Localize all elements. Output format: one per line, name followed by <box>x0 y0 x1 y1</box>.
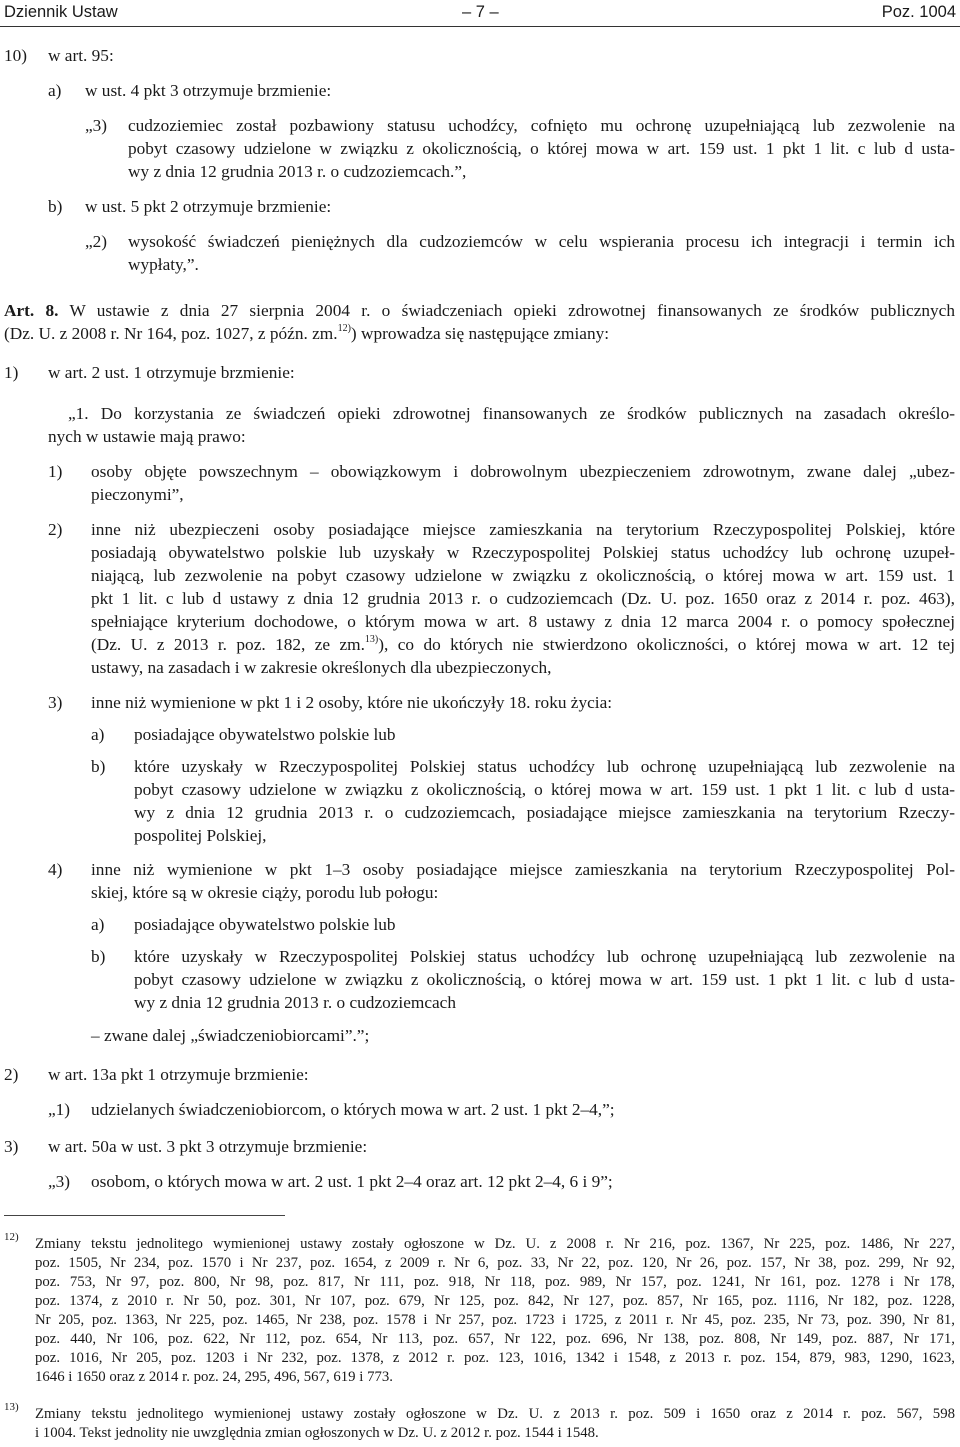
footnote-separator <box>4 1215 285 1216</box>
list-line: skiej, które są w okresie ciąży, porodu lub połogu: <box>91 883 439 902</box>
subitem-text: w ust. 5 pkt 2 otrzymuje brzmienie: <box>85 197 332 216</box>
footnote-line: i 1004. Tekst jednolity nie uwzględnia zmian ogłoszonych w Dz. U. z 2012 r. poz. 1544 i 1548. <box>35 1425 599 1441</box>
sublist-letter: b) <box>91 757 106 776</box>
quote-line: wypłaty,”. <box>128 255 199 274</box>
list-line: osoby objęte powszechnym – obowiązkowym i dobrowolnym ubezpieczeniem zdrowotnym, zwane dalej „ubez- <box>91 462 955 481</box>
quote-line: nych w ustawie mają prawo: <box>48 427 246 446</box>
quote-line: pobyt czasowy udzielone w związku z okolicznością, o której mowa w art. 159 ust. 1 pkt 1 lit. c lub d usta- <box>128 139 955 158</box>
article-text: ) wprowadza się następujące zmiany: <box>350 324 610 343</box>
footnote-line: poz. 1505, Nr 234, poz. 1570 i Nr 237, poz. 1654, z 2009 r. Nr 6, poz. 33, Nr 22, poz. 120, Nr 26, poz. 157, Nr 38, poz. 299, Nr 92, <box>35 1255 955 1271</box>
footnote-line: Zmiany tekstu jednolitego wymienionej ustawy zostały ogłoszone w Dz. U. z 2008 r. Nr 216, poz. 1367, Nr 225, poz. 1486, Nr 227, <box>35 1236 955 1252</box>
position-number: Poz. 1004 <box>881 3 956 21</box>
article-text: (Dz. U. z 2008 r. Nr 164, poz. 1027, z późn. zm. <box>4 324 338 343</box>
page-header <box>0 0 960 26</box>
sublist-line: wy z dnia 12 grudnia 2013 r. o cudzoziemcach, posiadające miejsce zamieszkania na terytorium Rzeczy- <box>134 803 955 822</box>
sublist-line: pobyt czasowy udzielone w związku z okolicznością, o której mowa w art. 159 ust. 1 pkt 1 lit. c lub d usta- <box>134 780 955 799</box>
list-line: spełniające kryterium dochodowe, o którym mowa w art. 8 ustawy z dnia 12 marca 2004 r. o pomocy społecznej <box>91 612 955 631</box>
list-text: ), co do których nie stwierdzono okoliczności, o której mowa w art. 12 tej <box>378 635 956 654</box>
quote-line: wy z dnia 12 grudnia 2013 r. o cudzoziemcach.”, <box>128 162 467 181</box>
footnote-line: 1646 i 1650 oraz z 2014 r. poz. 24, 295, 496, 567, 619 i 773. <box>35 1369 393 1385</box>
header-rule <box>0 26 960 27</box>
list-line: pkt 1 lit. c lub d ustawy z dnia 12 grudnia 2013 r. o cudzoziemcach (Dz. U. poz. 1650 oraz z 2014 r. poz. 463), <box>91 589 955 608</box>
footnote-line: Zmiany tekstu jednolitego wymienionej ustawy zostały ogłoszone w Dz. U. z 2013 r. poz. 509 i 1650 oraz z 2014 r. poz. 567, 598 <box>35 1406 955 1422</box>
item-text: w art. 95: <box>48 46 114 65</box>
subitem-letter: b) <box>48 197 63 216</box>
quote-number: „2) <box>85 232 108 251</box>
footnote-ref: 13) <box>364 634 379 646</box>
page-number: – 7 – <box>462 3 499 21</box>
quote-number: „3) <box>85 116 108 135</box>
list-line: inne niż wymienione w pkt 1–3 osoby posiadające miejsce zamieszkania na terytorium Rzeczypospolitej Pol- <box>91 860 955 879</box>
sublist-letter: b) <box>91 947 106 966</box>
sublist-line: posiadające obywatelstwo polskie lub <box>134 915 396 934</box>
footnote-line: poz. 1374, z 2010 r. Nr 50, poz. 301, Nr 107, poz. 679, Nr 125, poz. 842, Nr 127, poz. 857, Nr 165, poz. 1116, Nr 182, poz. 1228, <box>35 1293 955 1309</box>
quote-number: „1) <box>48 1100 71 1119</box>
quote-number: „3) <box>48 1172 71 1191</box>
item-number: 10) <box>4 46 28 65</box>
list-line <box>91 634 955 657</box>
article-text: W ustawie z dnia 27 sierpnia 2004 r. o świadczeniach opieki zdrowotnej finansowanych ze środków publicznych <box>69 301 955 320</box>
footnote-line: poz. 1016, Nr 205, poz. 1203 i Nr 232, poz. 1378, z 2012 r. poz. 123, 1016, 1342 i 1548, z 2013 r. poz. 154, 879, 983, 1290, 1623, <box>35 1350 955 1366</box>
sublist-line: które uzyskały w Rzeczypospolitej Polskiej status uchodźcy lub ochronę uzupełniającą lub zezwolenie na <box>134 947 955 966</box>
subitem-text: w ust. 4 pkt 3 otrzymuje brzmienie: <box>85 81 332 100</box>
item-text: w art. 2 ust. 1 otrzymuje brzmienie: <box>48 363 295 382</box>
article-line <box>4 323 609 346</box>
article-line <box>4 300 955 323</box>
sublist-line: pospolitej Polskiej, <box>134 826 267 845</box>
quote-line: udzielanych świadczeniobiorcom, o których mowa w art. 2 ust. 1 pkt 2–4,”; <box>91 1100 615 1119</box>
item-text: w art. 13a pkt 1 otrzymuje brzmienie: <box>48 1065 309 1084</box>
list-number: 3) <box>48 693 63 712</box>
list-line: pieczonymi”, <box>91 485 184 504</box>
quote-line: „1. Do korzystania ze świadczeń opieki zdrowotnej finansowanych ze środków publicznych na zasadach określo- <box>68 404 955 423</box>
footnote-number: 13) <box>4 1401 19 1413</box>
list-number: 4) <box>48 860 63 879</box>
footnote-line: poz. 440, Nr 106, poz. 622, Nr 112, poz. 654, Nr 113, poz. 657, Nr 122, poz. 696, Nr 138, poz. 808, Nr 149, poz. 887, Nr 171, <box>35 1331 955 1347</box>
list-number: 1) <box>48 462 63 481</box>
article-label: Art. 8. <box>4 301 59 320</box>
sublist-line: pobyt czasowy udzielone w związku z okolicznością, o której mowa w art. 159 ust. 1 pkt 1 lit. c lub d usta- <box>134 970 955 989</box>
list-text: (Dz. U. z 2013 r. poz. 182, ze zm. <box>91 635 365 654</box>
quote-line: wysokość świadczeń pieniężnych dla cudzoziemców w celu wspierania procesu ich integracji i termin ich <box>128 232 955 251</box>
footnote-number: 12) <box>4 1231 19 1243</box>
list-line: posiadają obywatelstwo polskie lub uzyskały w Rzeczypospolitej Polskiej status uchodźcy lub ochronę uzupeł- <box>91 543 955 562</box>
sublist-line: wy z dnia 12 grudnia 2013 r. o cudzoziemcach <box>134 993 456 1012</box>
quote-line: cudzoziemiec został pozbawiony statusu uchodźcy, cofnięto mu ochronę uzupełniającą lub zezwolenie na <box>128 116 955 135</box>
sublist-line: posiadające obywatelstwo polskie lub <box>134 725 396 744</box>
list-line: niającą, lub zezwolenie na pobyt czasowy udzielone w związku z okolicznością, o której mowa w art. 159 ust. 1 <box>91 566 955 585</box>
list-number: 2) <box>48 520 63 539</box>
sublist-letter: a) <box>91 915 105 934</box>
item-text: w art. 50a w ust. 3 pkt 3 otrzymuje brzmienie: <box>48 1137 368 1156</box>
item-number: 2) <box>4 1065 19 1084</box>
subitem-letter: a) <box>48 81 62 100</box>
sublist-line: które uzyskały w Rzeczypospolitej Polskiej status uchodźcy lub ochronę uzupełniającą lub zezwolenie na <box>134 757 955 776</box>
list-line: ustawy, na zasadach i w zakresie określonych dla ubezpieczonych, <box>91 658 552 677</box>
definition-line: – zwane dalej „świadczeniobiorcami”.”; <box>91 1026 370 1045</box>
footnote-line: Nr 205, poz. 1363, Nr 225, poz. 1465, Nr 238, poz. 1578 i Nr 257, poz. 1723 i 1725, z 2011 r. Nr 45, poz. 235, Nr 73, poz. 390, Nr 81, <box>35 1312 955 1328</box>
journal-title: Dziennik Ustaw <box>4 3 118 21</box>
sublist-letter: a) <box>91 725 105 744</box>
item-number: 3) <box>4 1137 19 1156</box>
item-number: 1) <box>4 363 19 382</box>
footnote-line: poz. 753, Nr 97, poz. 800, Nr 98, poz. 817, Nr 111, poz. 918, Nr 118, poz. 989, Nr 157, poz. 1241, Nr 161, poz. 1278 i Nr 178, <box>35 1274 955 1290</box>
list-line: inne niż wymienione w pkt 1 i 2 osoby, które nie ukończyły 18. roku życia: <box>91 693 613 712</box>
list-line: inne niż ubezpieczeni osoby posiadające miejsce zamieszkania na terytorium Rzeczypospolitej Polskiej, które <box>91 520 955 539</box>
quote-line: osobom, o których mowa w art. 2 ust. 1 pkt 2–4 oraz art. 12 pkt 2–4, 6 i 9”; <box>91 1172 613 1191</box>
footnote-ref: 12) <box>337 323 351 335</box>
